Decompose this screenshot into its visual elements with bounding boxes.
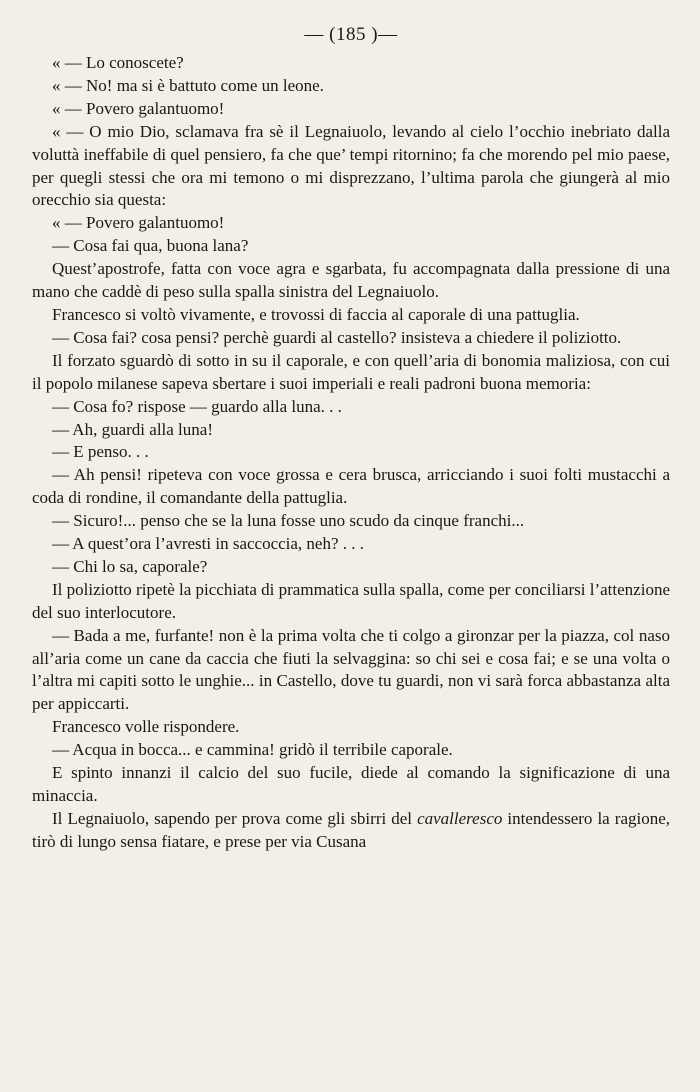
paragraph: « — Lo conoscete? (52, 53, 184, 72)
paragraph: Il forzato sguardò di sotto in su il caporale, e con quell’aria di bonomia maliziosa, con cui il popolo milanese sapeva sbertare i suoi imperiali e reali padroni buona memoria: (32, 350, 670, 393)
paragraph: « — No! ma si è battuto come un leone. (52, 75, 324, 95)
paragraph: — Bada a me, furfante! non è la prima volta che ti colgo a gironzar per la piazza, col naso all’aria come un cane da caccia che fiuti la selvaggina: so chi sei e cosa fai; e se una volta o l’altra mi capiti sotto le unghie... in Castello, dove tu guardi, non vi sarà forca abbastanza alta per appiccarti. (32, 625, 670, 714)
paragraph: « — Povero galantuomo! (52, 98, 225, 118)
paragraph: — Sicuro!... penso che se la luna fosse uno scudo da cinque franchi... (52, 511, 525, 531)
paragraph: — Ah, guardi alla luna! (52, 419, 213, 439)
italic-word: cavalleresco (417, 808, 503, 828)
paragraph: — Ah pensi! ripeteva con voce grossa e cera brusca, arricciando i suoi folti mustacchi a coda di rondine, il comandante della pattuglia. (32, 465, 670, 508)
paragraph: — Chi lo sa, caporale? (52, 556, 208, 576)
paragraph: « — O mio Dio, sclamava fra sè il Legnaiuolo, levando al cielo l’occhio inebriato dalla voluttà ineffabile di quel pensiero, fa che que’ tempi ritornino; fa che morendo pel mio paese, per quegli stessi che ora mi temono o mi disprezzano, l’ultima parola che giungerà al mio orecchio sia questa: (32, 121, 670, 210)
paragraph: Il poliziotto ripetè la picchiata di prammatica sulla spalla, come per conciliarsi l’attenzione del suo interlocutore. (32, 579, 670, 622)
paragraph: — Cosa fai? cosa pensi? perchè guardi al castello? insisteva a chiedere il poliziotto. (52, 327, 622, 347)
paragraph: — A quest’ora l’avresti in saccoccia, neh? . . . (52, 534, 365, 554)
paragraph: Il Legnaiuolo, sapendo per prova come gli sbirri del cavalleresco intendessero la ragione, tirò di lungo sensa fiatare, e prese per via Cusana (32, 808, 671, 851)
paragraph: « — Povero galantuomo! (52, 213, 225, 233)
page-number: — (185 )— (304, 24, 398, 45)
paragraph: — Cosa fo? rispose — guardo alla luna. . . (52, 396, 342, 416)
paragraph: — E penso. . . (52, 442, 149, 462)
paragraph: Francesco si voltò vivamente, e trovossi di faccia al caporale di una pattuglia. (52, 304, 580, 324)
paragraph: — Acqua in bocca... e cammina! gridò il terribile caporale. (52, 740, 453, 760)
paragraph: — Cosa fai qua, buona lana? (52, 236, 249, 256)
paragraph: E spinto innanzi il calcio del suo fucile, diede al comando la significazione di una minaccia. (32, 763, 670, 805)
paragraph: Quest’apostrofe, fatta con voce agra e sgarbata, fu accompagnata dalla pressione di una mano che caddè di peso sulla spalla sinistra del Legnaiuolo. (32, 259, 670, 302)
body-text (32, 52, 670, 854)
paragraph: Francesco volle rispondere. (52, 717, 240, 737)
